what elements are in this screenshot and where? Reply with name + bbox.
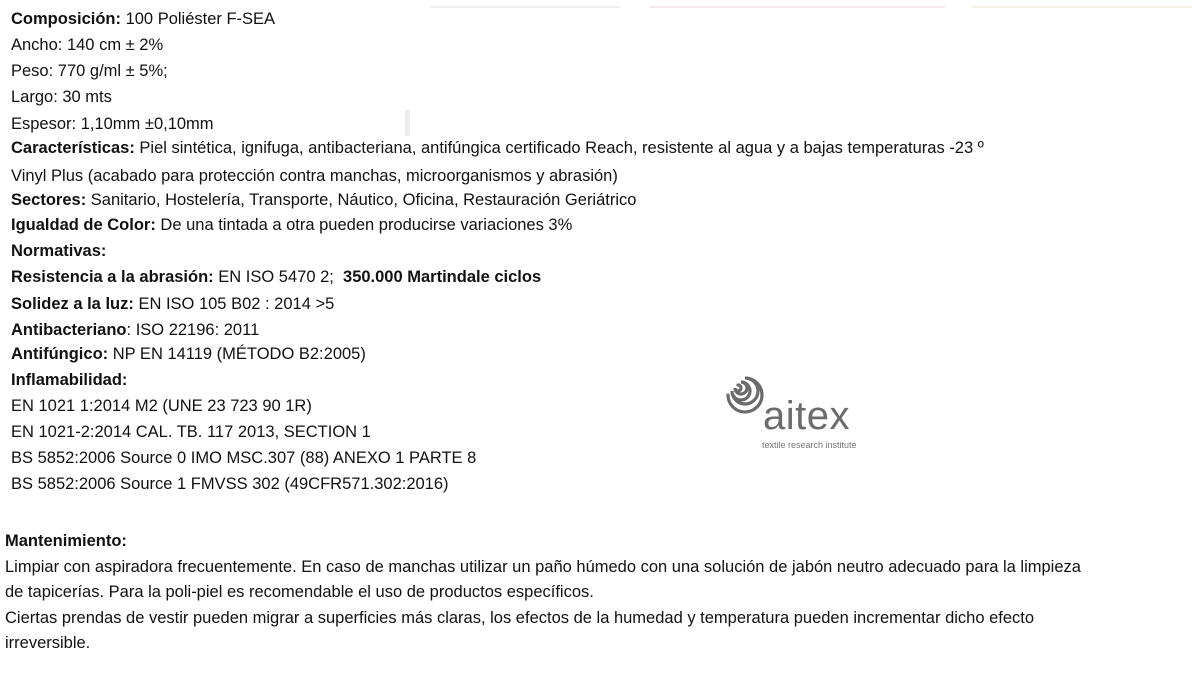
spec-value: BS 5852:2006 Source 1 FMVSS 302 (49CFR571.302:2016) [11, 475, 449, 493]
spec-value: EN 1021-2:2014 CAL. TB. 117 2013, SECTION 1 [11, 423, 371, 441]
spec-antifungico [11, 344, 366, 364]
spec-inflamabilidad [11, 370, 127, 390]
spec-abrasion [11, 267, 541, 287]
spec-value: BS 5852:2006 Source 0 IMO MSC.307 (88) ANEXO 1 PARTE 8 [11, 449, 477, 467]
spec-value: Vinyl Plus (acabado para protección contra manchas, microorganismos y abrasión) [11, 167, 618, 185]
spec-bs5852-source1 [11, 474, 449, 494]
spec-value: Largo: 30 mts [11, 88, 112, 106]
spec-value: Ancho: 140 cm ± 2% [11, 36, 164, 54]
spec-value: Piel sintética, ignifuga, antibacteriana, antifúngica certificado Reach, resistente al agua y a bajas temperaturas -23 º [134, 139, 984, 157]
maintenance-line: Limpiar con aspiradora frecuentemente. En caso de manchas utilizar un paño húmedo con una solución de jabón neutro adecuado para la limpieza [5, 558, 1081, 576]
spec-value: 100 Poliéster F-SEA [121, 10, 276, 28]
spec-value: EN ISO 5470 2; [213, 268, 344, 286]
spec-value: : ISO 22196: 2011 [126, 321, 260, 339]
spec-bs5852-source0 [11, 448, 476, 468]
spec-label: Resistencia a la abrasión: [11, 268, 214, 286]
maintenance-line: de tapicerías. Para la poli-piel es recomendable el uso de productos específicos. [5, 583, 594, 601]
spec-label: Inflamabilidad: [11, 371, 128, 389]
logo-tagline: textile research institute [762, 440, 857, 450]
spec-label: Solidez a la luz: [11, 295, 134, 313]
spec-value: Espesor: 1,10mm ±0,10mm [11, 115, 214, 133]
spec-value: Sanitario, Hostelería, Transporte, Náutico, Oficina, Restauración Geriátrico [86, 191, 637, 209]
spec-largo [11, 87, 112, 107]
spec-composicion [11, 9, 275, 29]
top-divider-right [972, 6, 1192, 8]
spec-label: Antibacteriano [11, 321, 127, 339]
text-cursor-mark [405, 110, 410, 136]
spiral-icon [712, 362, 764, 414]
spec-solidez-luz [11, 294, 334, 314]
spec-caracteristicas [11, 138, 984, 158]
spec-value: EN ISO 105 B02 : 2014 >5 [133, 295, 335, 313]
spec-label: Sectores: [11, 191, 87, 209]
logo-wordmark: aitex [763, 394, 850, 438]
spec-value: De una tintada a otra pueden producirse variaciones 3% [155, 216, 573, 234]
spec-value: EN 1021 1:2014 M2 (UNE 23 723 90 1R) [11, 397, 312, 415]
spec-label: Antifúngico: [11, 345, 109, 363]
spec-igualdad-color [11, 215, 572, 235]
spec-antibacteriano [11, 320, 259, 340]
spec-ancho [11, 35, 163, 55]
maintenance-line: Ciertas prendas de vestir pueden migrar a superficies más claras, los efectos de la humedad y temperatura pueden incrementar dicho efecto [5, 609, 1035, 627]
spec-en1021-1 [11, 396, 312, 416]
aitex-logo [712, 362, 872, 457]
spec-value: Peso: 770 g/ml ± 5%; [11, 62, 168, 80]
maintenance-line: irreversible. [5, 634, 91, 652]
spec-normativas [11, 241, 106, 261]
spec-sectores [11, 190, 636, 210]
spec-label: Características: [11, 139, 135, 157]
spec-peso [11, 61, 168, 81]
spec-espesor [11, 114, 214, 134]
spec-en1021-2 [11, 422, 371, 442]
spec-value: NP EN 14119 (MÉTODO B2:2005) [108, 345, 366, 363]
spec-label: Normativas: [11, 242, 107, 260]
spec-label: Igualdad de Color: [11, 216, 156, 234]
spec-vinyl-plus [11, 166, 618, 186]
maintenance-title: Mantenimiento: [5, 532, 127, 550]
spec-label: Composición: [11, 10, 121, 28]
top-divider-mid [650, 6, 945, 8]
spec-value-bold: 350.000 Martindale ciclos [343, 268, 542, 286]
top-divider-left [430, 6, 620, 8]
